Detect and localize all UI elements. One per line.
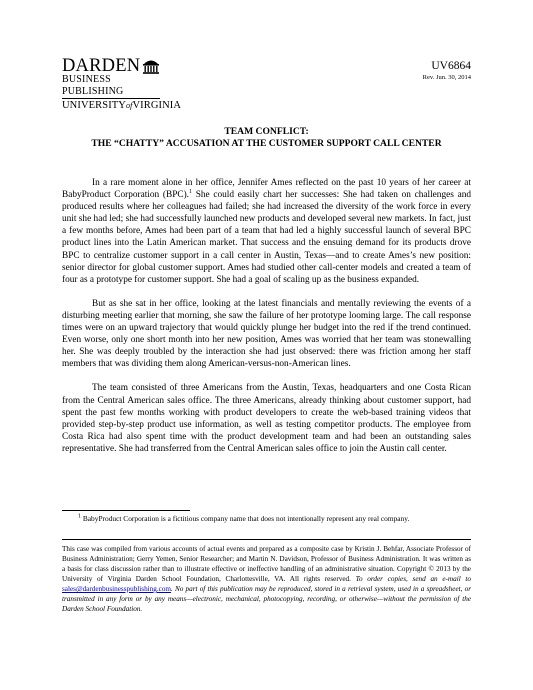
paragraph-3: The team consisted of three Americans from the Austin, Texas, headquarters and one Costa Rican from the Central American sales office. The three Americans, already thinking about customer support, had spent the past few months working with product developers to create the web-based training videos that provided step-by-step product use information, as well as testing competitor products. The employee from Costa Rica had also spent time with the product development team and had been an outstanding sales representative. She had transferred from the Central American sales office to join the Austin call center. — [62, 383, 471, 454]
logo-business-publishing: BUSINESS PUBLISHING — [62, 74, 160, 99]
title-line-1: TEAM CONFLICT: — [224, 126, 309, 137]
sales-email-link[interactable]: sales@dardenbusinesspublishing.com — [62, 585, 172, 593]
case-title — [62, 126, 471, 150]
darden-logo — [62, 56, 182, 112]
case-body — [62, 177, 471, 467]
case-number: UV6864 — [431, 60, 471, 72]
title-line-2: THE “CHATTY” ACCUSATION AT THE CUSTOMER SUPPORT CALL CENTER — [91, 138, 442, 149]
logo-university-of-virginia: UNIVERSITYofVIRGINIA — [62, 100, 182, 111]
footnote-divider — [62, 510, 190, 511]
revision-date: Rev. Jun. 30, 2014 — [422, 74, 471, 81]
rotunda-icon — [142, 57, 160, 74]
paragraph-2: But as she sat in her office, looking at the latest financials and mentally reviewing the events of a disturbing meeting earlier that morning, she saw the failure of her prototype looming large. The call response times were on an upward trajectory that would quickly plunge her budget into the red if the trend continued. Even worse, only one short month into her new position, Ames was worried that her team was stonewalling her. She was deeply troubled by the interaction she had just observed: there was friction among her staff members that was dividing them along American-versus-non-American lines. — [62, 298, 471, 370]
footnote-ref: 1 — [189, 189, 192, 195]
copyright-divider — [62, 539, 471, 540]
logo-darden-text: DARDEN — [62, 56, 141, 76]
paragraph-1: In a rare moment alone in her office, Jennifer Ames reflected on the past 10 years of her career at BabyProduct Corporation (BPC).$^1$ She could easily chart her successes: She had taken on challenges and produced results where her colleagues had failed; she had increased the diversity of the work force in every unit she had led; she had successfully launched new products and developed several new markets. In fact, just a few months before, Ames had been part of a team that had led a highly successful launch of several BPC product lines into the Latin American market. That success and the ensuing demand for its products drove BPC to centralize customer support in a call center in Austin, Texas—and to create Ames’s new position: senior director for global customer support. Ames had studied other call-center models and created a team of four as a prototype for customer support. She had a goal of scaling up as the business expanded. — [62, 178, 471, 285]
case-id-block — [423, 60, 471, 83]
footnote: $^1$ BabyProduct Corporation is a fictitious company name that does not intentionally represent any real company. — [78, 513, 410, 523]
copyright-notice: This case was compiled from various accounts of actual events and prepared as a composite case by Kristin J. Behfar, Associate Professor of Business Administration; Gerry Yemen, Senior Researcher; and Martin N. Davidson, Professor of Business Administration. It was written as a basis for class discussion rather than to illustrate effective or ineffective handling of an administrative situation. Copyright © 2013 by the University of Virginia Darden School Foundation, Charlottesville, VA. All rights reserved. To order copies, send an e-mail to sales@dardenbusinesspublishing.com. No part of this publication may be reproduced, stored in a retrieval system, used in a spreadsheet, or transmitted in any form or by any means—electronic, mechanical, photocopying, recording, or otherwise—without the permission of the Darden School Foundation. — [62, 545, 472, 613]
